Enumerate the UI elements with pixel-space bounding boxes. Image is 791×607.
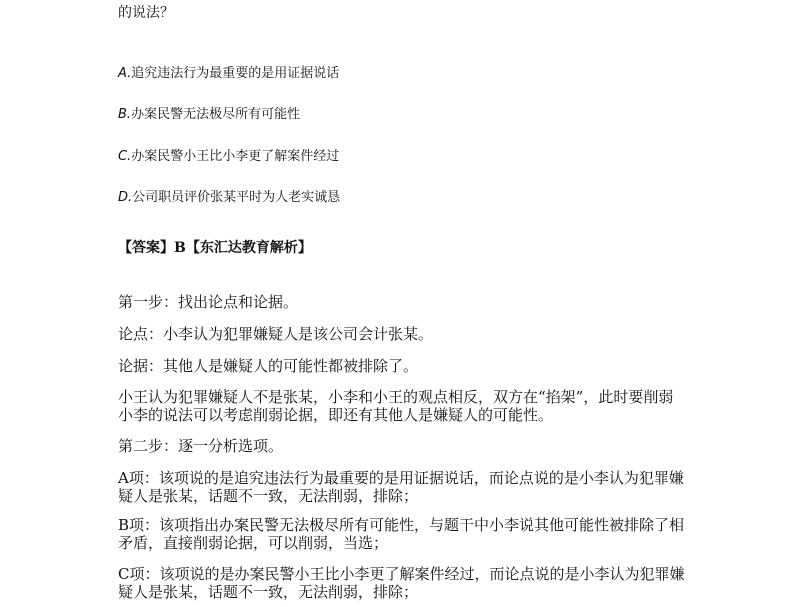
option-d-letter: D. — [118, 190, 133, 205]
analysis-paragraph: 小王认为犯罪嫌疑人不是张某，小李和小王的观点相反，双方在“掐架”，此时要削弱小李的说法可以考虑削弱论据，即还有其他人是嫌疑人的可能性。 — [118, 388, 674, 424]
option-c — [118, 149, 339, 165]
analysis-step2: 第二步：逐一分析选项。 — [118, 437, 284, 455]
option-b-letter: B. — [118, 107, 132, 122]
question-tail: 的说法？ — [118, 5, 174, 21]
option-a-letter: A. — [118, 66, 132, 81]
option-a — [118, 66, 339, 82]
analysis-evidence: 论据：其他人是嫌疑人的可能性都被排除了。 — [118, 357, 419, 375]
analysis-option-c: C项：该项说的是办案民警小王比小李更了解案件经过，而论点说的是小李认为犯罪嫌疑人是张某，话题不一致，无法削弱，排除； — [118, 565, 685, 601]
option-b — [118, 107, 300, 123]
analysis-option-a: A项：该项说的是追究违法行为最重要的是用证据说话，而论点说的是小李认为犯罪嫌疑人是张某，话题不一致，无法削弱，排除； — [118, 469, 684, 505]
analysis-option-b: B项：该项指出办案民警无法极尽所有可能性，与题干中小李说其他可能性被排除了相矛盾，直接削弱论据，可以削弱，当选； — [118, 516, 685, 552]
option-d — [118, 190, 340, 206]
option-d-text: 公司职员评价张某平时为人老实诚恳 — [132, 190, 341, 205]
option-c-text: 办案民警小王比小李更了解案件经过 — [131, 149, 340, 164]
option-b-text: 办案民警无法极尽所有可能性 — [131, 107, 301, 122]
analysis-claim: 论点：小李认为犯罪嫌疑人是该公司会计张某。 — [118, 325, 434, 343]
answer-heading: 【答案】B【东汇达教育解析】 — [118, 240, 312, 256]
option-a-text: 追究违法行为最重要的是用证据说话 — [131, 66, 340, 81]
option-c-letter: C. — [118, 149, 132, 164]
analysis-step1: 第一步：找出论点和论据。 — [118, 293, 299, 311]
